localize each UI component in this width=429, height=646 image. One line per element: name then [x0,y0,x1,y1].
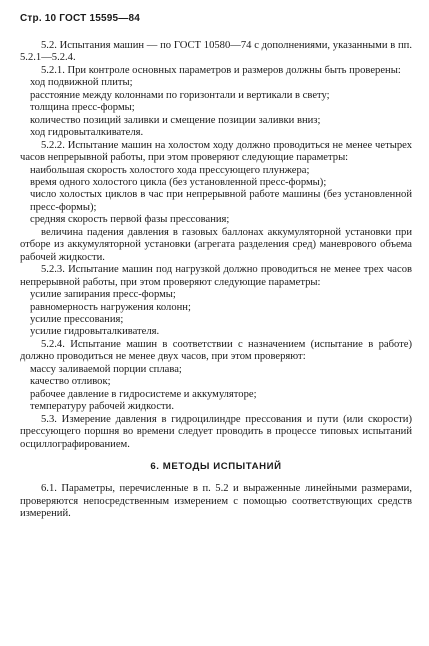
list-item: температуру рабочей жидкости. [30,401,174,413]
list-item: расстояние между колоннами по горизонтали и вертикали в свету; [30,89,330,101]
clause-5-2-1: 5.2.1. При контроле основных параметров и размеров должны быть проверены: [41,64,401,76]
list-item: равномерность нагружения колонн; [30,301,191,313]
page-number: Стр. 10 [20,13,57,24]
list-item: средняя скорость первой фазы прессования; [30,214,230,226]
list-item: массу заливаемой порции сплава; [30,363,182,375]
clause-5-2-2: 5.2.2. Испытание машин на холостом ходу должно проводиться не менее четырех часов непрерывной работы, при этом проверяют следующие параметры: [20,139,412,164]
list-item: усилие запирания пресс-формы; [30,289,176,301]
clause-5-2-4: 5.2.4. Испытание машин в соответствии с назначением (испытание в работе) должно проводиться не менее двух часов, при этом проверяют: [20,338,412,363]
list-item: качество отливок; [30,376,111,388]
list-item: ход подвижной плиты; [30,77,133,89]
clause-5-3: 5.3. Измерение давления в гидроцилиндре прессования и пути (или скорости) прессующего поршня во времени следует проводить в процессе типовых испытаний осциллографированием. [20,413,412,450]
standard-number: ГОСТ 15595—84 [59,13,141,24]
clause-6-1: 6.1. Параметры, перечисленные в п. 5.2 и выраженные линейными размерами, проверяются непосредственным измерением с помощью соответствующих средств измерений. [20,483,412,520]
section-title: 6. МЕТОДЫ ИСПЫТАНИЙ [150,460,282,472]
list-item: толщина пресс-формы; [30,102,135,114]
list-item: наибольшая скорость холостого хода прессующего плунжера; [30,164,310,176]
clause-5-2-3: 5.2.3. Испытание машин под нагрузкой должно проводиться не менее трех часов непрерывной работы, при этом проверяют следующие параметры: [20,264,412,288]
list-item: число холостых циклов в час при непрерывной работе машины (без установленной пресс-формы); [30,189,412,213]
list-item: время одного холостого цикла (без установленной пресс-формы); [30,176,327,188]
list-item: усилие гидровыталкивателя. [30,326,160,338]
list-item: ход гидровыталкивателя. [30,127,144,139]
list-item: рабочее давление в гидросистеме и аккумуляторе; [30,388,257,400]
clause-5-2: 5.2. Испытания машин — по ГОСТ 10580—74 с дополнениями, указанными в пп. 5.2.1—5.2.4. [20,40,412,64]
document-body [20,40,412,521]
page-header [20,13,140,24]
list-item: величина падения давления в газовых баллонах аккумуляторной установки при отборе из аккумуляторной установки (агрегата разделения сред) маневрового объема рабочей жидкости. [20,226,412,263]
list-item: количество позиций заливки и смещение позиции заливки вниз; [30,114,321,126]
list-item: усилие прессования; [30,313,124,325]
